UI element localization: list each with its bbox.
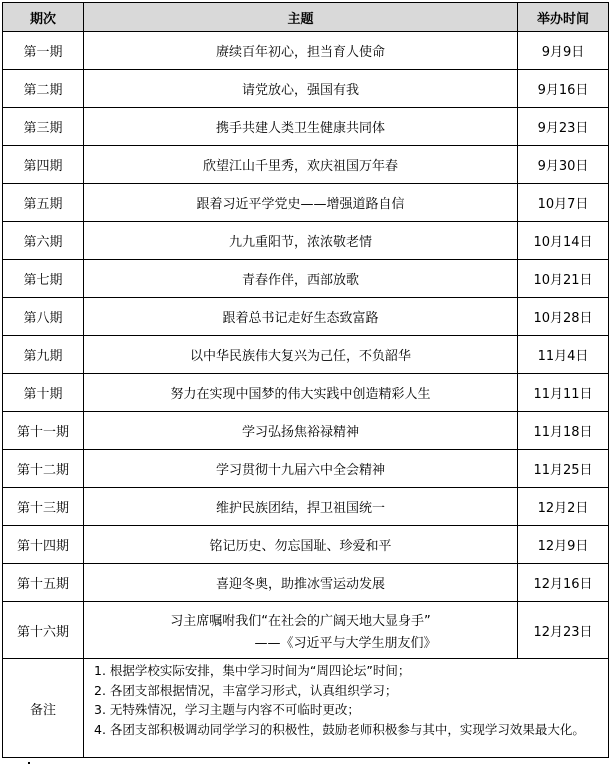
header-topic: 主题	[84, 3, 518, 32]
notes-row	[3, 659, 609, 758]
topic-cell: 学习弘扬焦裕禄精神	[84, 412, 518, 450]
topic-cell: 努力在实现中国梦的伟大实践中创造精彩人生	[84, 374, 518, 412]
period-cell: 第一期	[3, 32, 84, 70]
period-cell: 第九期	[3, 336, 84, 374]
topic-cell: 跟着总书记走好生态致富路	[84, 298, 518, 336]
topic-cell: 以中华民族伟大复兴为己任，不负韶华	[84, 336, 518, 374]
date-cell: 11月11日	[518, 374, 609, 412]
topic-cell: 学习贯彻十九届六中全会精神	[84, 450, 518, 488]
period-cell: 第三期	[3, 108, 84, 146]
topic-cell: 欣望江山千里秀，欢庆祖国万年春	[84, 146, 518, 184]
table-row	[3, 374, 609, 412]
table-row	[3, 260, 609, 298]
schedule-rows	[3, 32, 609, 602]
date-cell: 9月23日	[518, 108, 609, 146]
table-row	[3, 70, 609, 108]
date-cell: 12月9日	[518, 526, 609, 564]
topic-cell	[84, 602, 518, 659]
period-cell: 第十三期	[3, 488, 84, 526]
date-cell: 9月16日	[518, 70, 609, 108]
table-row	[3, 146, 609, 184]
topic-cell: 携手共建人类卫生健康共同体	[84, 108, 518, 146]
date-cell: 12月23日	[518, 602, 609, 659]
period-cell: 第十六期	[3, 602, 84, 659]
date-cell: 9月30日	[518, 146, 609, 184]
table-row	[3, 222, 609, 260]
table-row	[3, 336, 609, 374]
period-cell: 第十一期	[3, 412, 84, 450]
topic-line-2: ——《习近平与大学生朋友们》	[254, 635, 437, 651]
table-row	[3, 412, 609, 450]
header-row	[3, 3, 609, 32]
topic-cell: 青春作伴，西部放歌	[84, 260, 518, 298]
date-cell: 11月4日	[518, 336, 609, 374]
note-item: 3. 无特殊情况，学习主题与内容不可临时更改；	[94, 702, 360, 717]
header-date: 举办时间	[518, 3, 609, 32]
table-row	[3, 108, 609, 146]
topic-cell: 喜迎冬奥，助推冰雪运动发展	[84, 564, 518, 602]
topic-cell: 跟着习近平学党史——增强道路自信	[84, 184, 518, 222]
topic-cell: 九九重阳节，浓浓敬老情	[84, 222, 518, 260]
topic-cell: 请党放心，强国有我	[84, 70, 518, 108]
date-cell: 11月18日	[518, 412, 609, 450]
topic-line-1: 习主席嘱咐我们“在社会的广阔天地大显身手”	[170, 613, 431, 629]
period-cell: 第十四期	[3, 526, 84, 564]
table-row	[3, 526, 609, 564]
date-cell: 10月7日	[518, 184, 609, 222]
note-item: 1. 根据学校实际安排，集中学习时间为“周四论坛”时间；	[94, 663, 411, 678]
table-row	[3, 488, 609, 526]
period-cell: 第十五期	[3, 564, 84, 602]
date-cell: 10月21日	[518, 260, 609, 298]
date-cell: 11月25日	[518, 450, 609, 488]
note-item: 4. 各团支部积极调动同学学习的积极性，鼓励老师积极参与其中，实现学习效果最大化。	[94, 721, 585, 737]
table-row	[3, 564, 609, 602]
notes-content	[84, 659, 609, 758]
period-cell: 第十二期	[3, 450, 84, 488]
date-cell: 10月14日	[518, 222, 609, 260]
period-cell: 第五期	[3, 184, 84, 222]
table-row	[3, 32, 609, 70]
table-row	[3, 184, 609, 222]
stray-dot	[28, 762, 30, 764]
period-cell: 第四期	[3, 146, 84, 184]
topic-cell: 铭记历史、勿忘国耻、珍爱和平	[84, 526, 518, 564]
schedule-table	[2, 2, 609, 758]
topic-cell: 维护民族团结，捍卫祖国统一	[84, 488, 518, 526]
date-cell: 12月16日	[518, 564, 609, 602]
table-row	[3, 298, 609, 336]
table-row	[3, 602, 609, 659]
period-cell: 第二期	[3, 70, 84, 108]
header-period: 期次	[3, 3, 84, 32]
period-cell: 第十期	[3, 374, 84, 412]
period-cell: 第七期	[3, 260, 84, 298]
table-row	[3, 450, 609, 488]
date-cell: 12月2日	[518, 488, 609, 526]
period-cell: 第八期	[3, 298, 84, 336]
notes-label: 备注	[3, 659, 84, 758]
date-cell: 9月9日	[518, 32, 609, 70]
period-cell: 第六期	[3, 222, 84, 260]
note-item: 2. 各团支部根据情况，丰富学习形式，认真组织学习；	[94, 682, 398, 698]
date-cell: 10月28日	[518, 298, 609, 336]
topic-cell: 赓续百年初心，担当育人使命	[84, 32, 518, 70]
